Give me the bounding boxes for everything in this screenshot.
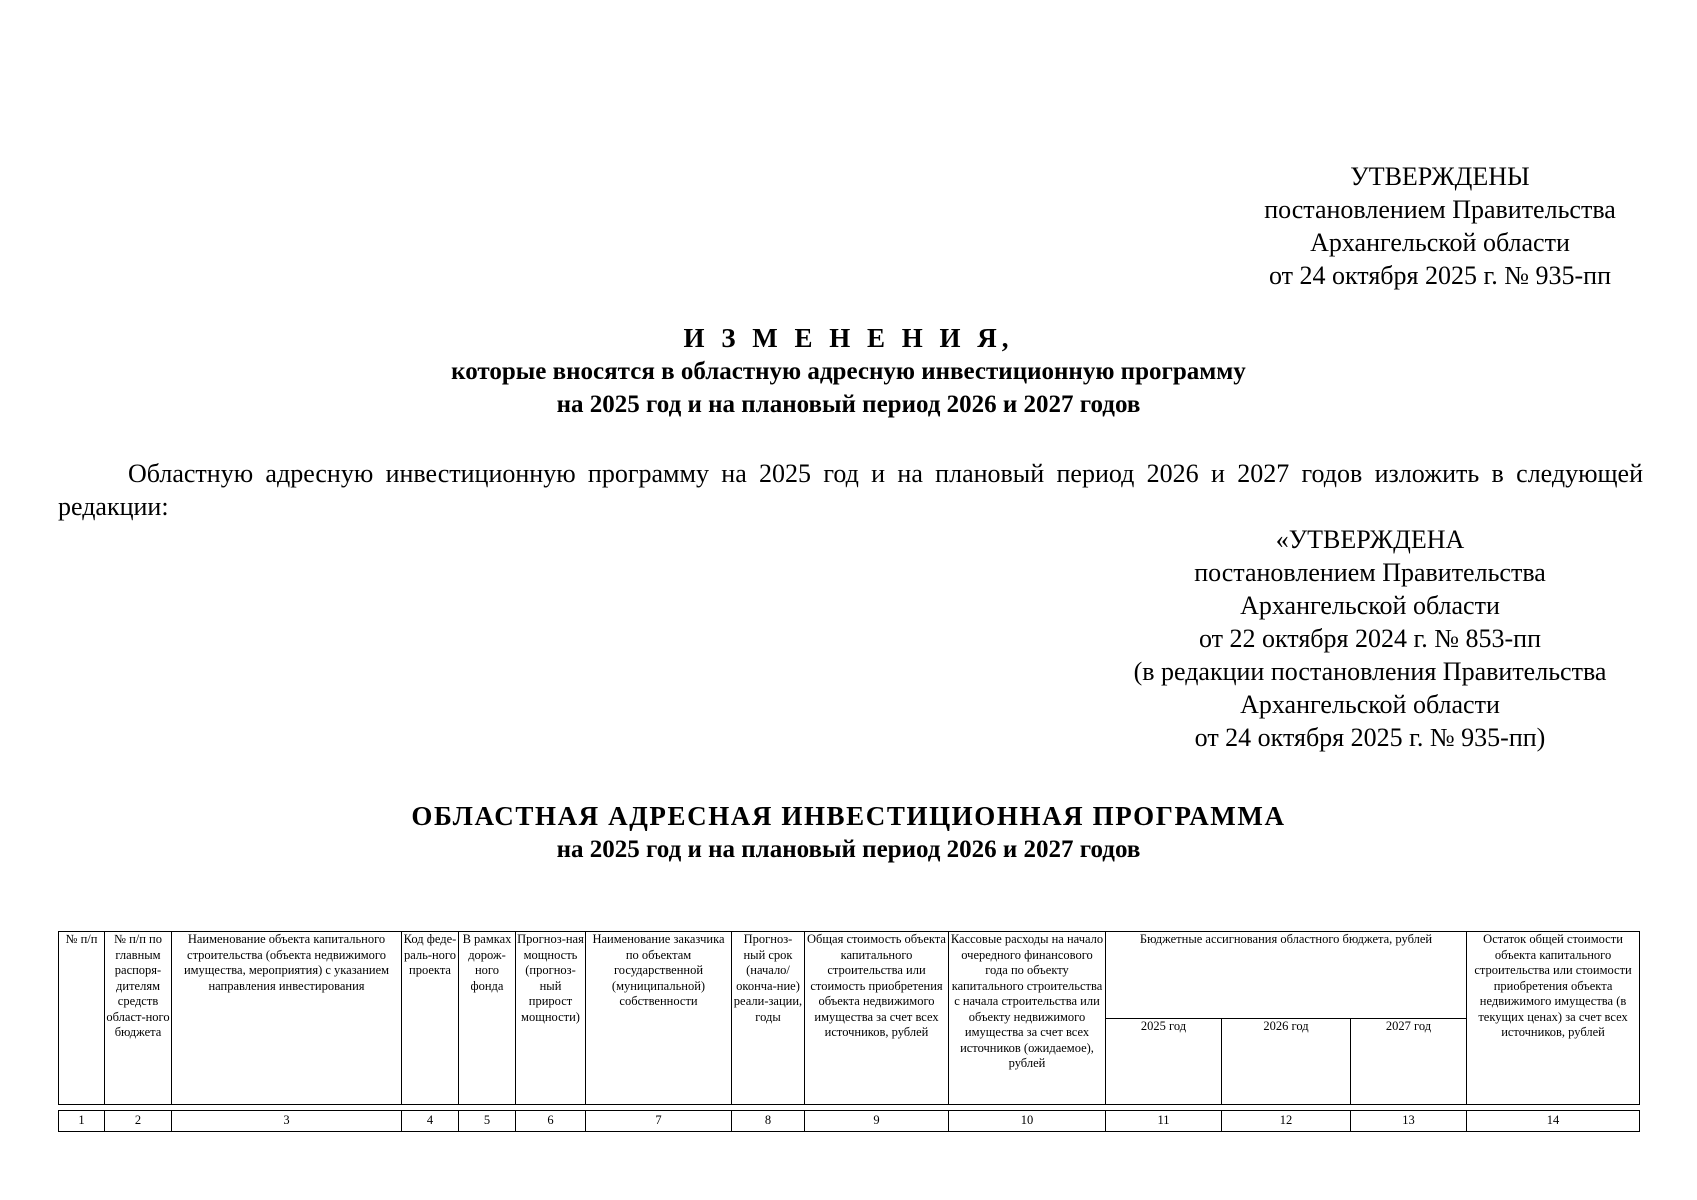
column-number-row <box>59 1111 1640 1132</box>
column-number: 6 <box>516 1111 586 1132</box>
table-header-row <box>59 932 1640 1019</box>
column-number: 9 <box>805 1111 949 1132</box>
column-number: 2 <box>105 1111 172 1132</box>
col-header: В рамках дорож-ного фонда <box>459 932 516 1105</box>
year-header: 2027 год <box>1351 1018 1467 1105</box>
budget-group-header: Бюджетные ассигнования областного бюджета, рублей <box>1106 932 1467 1019</box>
approval-line: постановлением Правительства <box>1194 558 1546 587</box>
changes-heading: И З М Е Н Е Н И Я, <box>683 323 1014 353</box>
col-header: Остаток общей стоимости объекта капитального строительства или стоимости приобретения объекта недвижимого имущества (в текущих ценах) за счет всех источников, рублей <box>1467 932 1640 1105</box>
program-heading: ОБЛАСТНАЯ АДРЕСНАЯ ИНВЕСТИЦИОННАЯ ПРОГРАММА <box>411 801 1286 831</box>
approval-stamp-edition <box>1100 523 1640 754</box>
approval-line: «УТВЕРЖДЕНА <box>1275 525 1465 554</box>
col-header: № п/п по главным распоря-дителям средств област-ного бюджета <box>105 932 172 1105</box>
program-table <box>58 931 1640 1132</box>
approval-line: Архангельской области <box>1240 690 1500 719</box>
column-number: 14 <box>1467 1111 1640 1132</box>
program-title <box>0 800 1697 866</box>
column-number: 12 <box>1222 1111 1351 1132</box>
program-subtitle: на 2025 год и на плановый период 2026 и 2027 годов <box>556 836 1141 863</box>
approval-line: Архангельской области <box>1240 591 1500 620</box>
changes-title <box>0 322 1697 421</box>
col-header: Наименование объекта капитального строительства (объекта недвижимого имущества, мероприятия) с указанием направления инвестирования <box>172 932 402 1105</box>
approval-line: постановлением Правительства <box>1264 195 1616 224</box>
column-number: 3 <box>172 1111 402 1132</box>
column-number: 4 <box>402 1111 459 1132</box>
col-header: Прогноз-ный срок (начало/ оконча-ние) реали-зации, годы <box>732 932 805 1105</box>
col-header: Наименование заказчика по объектам государственной (муниципальной) собственности <box>586 932 732 1105</box>
approval-line: УТВЕРЖДЕНЫ <box>1350 162 1530 191</box>
column-number: 11 <box>1106 1111 1222 1132</box>
changes-subtitle: которые вносятся в областную адресную инвестиционную программу <box>451 358 1246 385</box>
approval-line: от 22 октября 2024 г. № 853-пп <box>1199 624 1541 653</box>
year-header: 2025 год <box>1106 1018 1222 1105</box>
intro-text: Областную адресную инвестиционную программу на 2025 год и на плановый период 2026 и 2027 годов изложить в следующей редакции: <box>58 459 1643 521</box>
col-header: № п/п <box>59 932 105 1105</box>
col-header: Общая стоимость объекта капитального строительства или стоимость приобретения объекта недвижимого имущества за счет всех источников, рублей <box>805 932 949 1105</box>
approval-line: от 24 октября 2025 г. № 935-пп) <box>1194 723 1546 752</box>
intro-paragraph <box>58 457 1643 523</box>
changes-subtitle: на 2025 год и на плановый период 2026 и 2027 годов <box>556 391 1141 418</box>
year-header: 2026 год <box>1222 1018 1351 1105</box>
col-header: Код феде-раль-ного проекта <box>402 932 459 1105</box>
column-number: 7 <box>586 1111 732 1132</box>
column-number: 13 <box>1351 1111 1467 1132</box>
column-number: 5 <box>459 1111 516 1132</box>
column-number: 8 <box>732 1111 805 1132</box>
approval-line: от 24 октября 2025 г. № 935-пп <box>1269 261 1611 290</box>
approval-stamp <box>1230 160 1650 292</box>
approval-line: Архангельской области <box>1310 228 1570 257</box>
column-number: 10 <box>949 1111 1106 1132</box>
column-number: 1 <box>59 1111 105 1132</box>
col-header: Прогноз-ная мощность (прогноз-ный прирост мощности) <box>516 932 586 1105</box>
col-header: Кассовые расходы на начало очередного финансового года по объекту капитального строительства с начала строительства или объекту недвижимого имущества за счет всех источников (ожидаемое), рублей <box>949 932 1106 1105</box>
approval-line: (в редакции постановления Правительства <box>1133 657 1607 686</box>
